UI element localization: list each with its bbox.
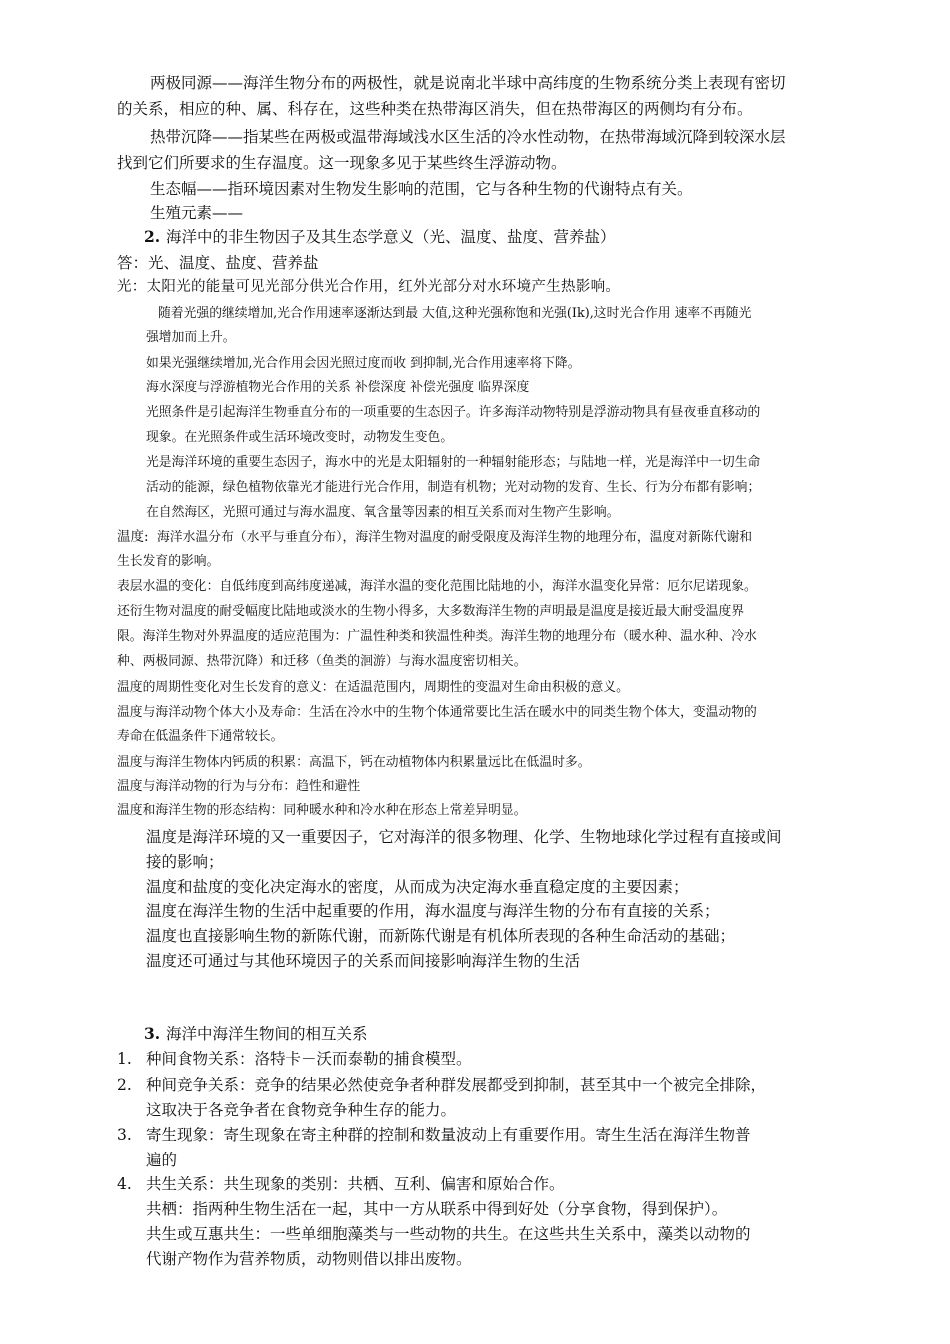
list-item: 这取决于各竞争者在食物竞争种生存的能力。 [146,1101,457,1119]
text-line: 答：光、温度、盐度、营养盐 [117,254,319,272]
text-line: 海水深度与浮游植物光合作用的关系 补偿深度 补偿光强度 临界深度 [146,380,530,395]
text-line: 在自然海区，光照可通过与海水温度、氧含量等因素的相互关系而对生物产生影响。 [146,505,620,520]
text-line: 温度: [117,529,149,545]
list-item: 寄生现象：寄生现象在寄主种群的控制和数量波动上有重要作用。寄生生活在海洋生物普 [146,1126,751,1144]
text-line: 温度和盐度的变化决定海水的密度，从而成为决定海水垂直稳定度的主要因素； [146,878,689,896]
list-number: 3. [117,1126,132,1144]
list-item: 代谢产物作为营养物质，动物则借以排出废物。 [146,1250,472,1268]
list-number: 1. [117,1050,132,1068]
text-line: 随着光强的继续增加,光合作用速率逐渐达到最 大值,这种光强称饱和光强(Ik),这时光合作用 速率不再随光 [158,306,752,321]
section-number: 2. [144,227,161,246]
text-line: 两极同源——海洋生物分布的两极性，就是说南北半球中高纬度的生物系统分类上表现有密切 [150,74,786,92]
text-line: 温度与海洋生物体内钙质的积累：高温下，钙在动植物体内积累量远比在低温时多。 [117,755,591,770]
list-item: 种间竞争关系：竞争的结果必然使竞争者种群发展都受到抑制，甚至其中一个被完全排除， [146,1076,767,1094]
text-line: 温度是海洋环境的又一重要因子，它对海洋的很多物理、化学、生物地球化学过程有直接或间 [146,828,782,846]
list-number: 4. [117,1175,132,1193]
text-line: 光：太阳光的能量可见光部分供光合作用，红外光部分对水环境产生热影响。 [117,279,621,295]
text-line: 活动的能源，绿色植物依靠光才能进行光合作用，制造有机物；光对动物的发育、生长、行为分布都有影响； [146,480,761,495]
list-item: 共生或互惠共生：一些单细胞藻类与一些动物的共生。在这些共生关系中，藻类以动物的 [146,1225,751,1243]
text-line: 寿命在低温条件下通常较长。 [117,729,284,744]
text-line: 光是海洋环境的重要生态因子，海水中的光是太阳辐射的一种辐射能形态；与陆地一样，光是海洋中一切生命 [146,455,761,470]
list-item: 种间食物关系：洛特卡－沃而泰勒的捕食模型。 [146,1050,472,1068]
text-line: 生态幅——指环境因素对生物发生影响的范围，它与各种生物的代谢特点有关。 [150,180,693,198]
text-line: 生长发育的影响。 [117,554,220,569]
list-item: 共栖：指两种生物生活在一起，其中一方从联系中得到好处（分享食物，得到保护）。 [146,1200,728,1218]
text-line: 热带沉降——指某些在两极或温带海域浅水区生活的冷水性动物，在热带海域沉降到较深水层 [150,128,786,146]
text-line: 海洋水温分布（水平与垂直分布），海洋生物对温度的耐受限度及海洋生物的地理分布，温度对新陈代谢和 [157,530,753,545]
text-line: 强增加而上升。 [146,330,236,345]
text-line: 限。海洋生物对外界温度的适应范围为：广温性种类和狭温性种类。海洋生物的地理分布（暖水种、温水种、冷水 [117,629,757,644]
text-line: 接的影响； [146,853,224,871]
text-line: 温度的周期性变化对生长发育的意义：在适温范围内，周期性的变温对生命由积极的意义。 [117,680,629,695]
text-line: 找到它们所要求的生存温度。这一现象多见于某些终生浮游动物。 [117,154,567,172]
text-line: 温度与海洋动物的行为与分布：趋性和避性 [117,779,361,794]
text-line: 如果光强继续增加,光合作用会因光照过度而收 到抑制,光合作用速率将下降。 [146,356,581,371]
text-line: 生殖元素—— [150,204,244,222]
section-heading: 海洋中的非生物因子及其生态学意义（光、温度、盐度、营养盐） [166,228,616,246]
text-line: 还衍生物对温度的耐受幅度比陆地或淡水的生物小得多，大多数海洋生物的声明最是温度是接近最大耐受温度界 [117,604,745,619]
text-line: 现象。在光照条件或生活环境改变时，动物发生变色。 [146,430,454,445]
text-line: 光照条件是引起海洋生物垂直分布的一项重要的生态因子。许多海洋动物特别是浮游动物具有昼夜垂直移动的 [146,405,761,420]
text-line: 温度在海洋生物的生活中起重要的作用，海水温度与海洋生物的分布有直接的关系； [146,902,720,920]
section-heading: 海洋中海洋生物间的相互关系 [166,1025,368,1043]
text-line: 种、两极同源、热带沉降）和迁移（鱼类的洄游）与海水温度密切相关。 [117,654,527,669]
list-number: 2. [117,1076,132,1094]
list-item: 遍的 [146,1151,178,1169]
text-line: 温度和海洋生物的形态结构：同种暖水种和冷水种在形态上常差异明显。 [117,803,527,818]
text-line: 温度也直接影响生物的新陈代谢，而新陈代谢是有机体所表现的各种生命活动的基础； [146,927,736,945]
list-item: 共生关系：共生现象的类别：共栖、互利、偏害和原始合作。 [146,1175,565,1193]
text-line: 温度与海洋动物个体大小及寿命：生活在冷水中的生物个体通常要比生活在暖水中的同类生物个体大，变温动物的 [117,705,757,720]
text-line: 表层水温的变化：自低纬度到高纬度递减，海洋水温的变化范围比陆地的小，海洋水温变化异常：厄尔尼诺现象。 [117,579,757,594]
section-number: 3. [144,1024,161,1043]
text-line: 温度还可通过与其他环境因子的关系而间接影响海洋生物的生活 [146,952,581,970]
text-line: 的关系，相应的种、属、科存在，这些种类在热带海区消失，但在热带海区的两侧均有分布。 [117,100,753,118]
